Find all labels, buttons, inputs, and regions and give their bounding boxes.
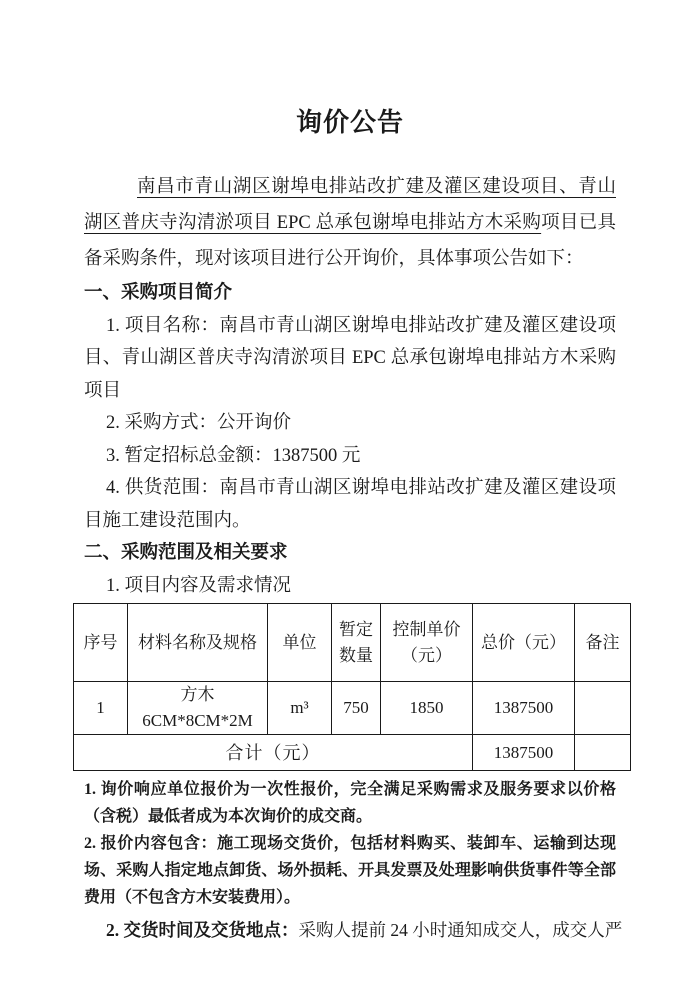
table-total-row [74,735,631,771]
cell-index: 1 [74,682,128,735]
header-unit: 单位 [268,604,332,682]
section1-heading: 一、采购项目简介 [84,283,233,303]
cell-quantity: 750 [332,682,381,735]
note-price-contents: 2. 报价内容包含：施工现场交货价，包括材料购买、装卸车、运输到达现场、采购人指定地点卸货、场外损耗、开具发票及处理影响供货事件等全部费用（不包含方木安装费用）。 [84,835,616,906]
header-remark: 备注 [575,604,631,682]
intro-rest-text: 项目已具备采购条件，现对该项目进行公开询价，具体事项公告如下： [84,213,616,269]
header-quantity: 暂定数量 [332,604,381,682]
cell-remark [575,682,631,735]
table-row [74,682,631,735]
header-material: 材料名称及规格 [128,604,268,682]
underlined-project-name: 南昌市青山湖区谢埠电排站改扩建及灌区建设项目、青山湖区普庆寺沟清淤项目 EPC 总承包谢埠电排站方木采购 [84,177,616,233]
cell-material: 方木 6CM*8CM*2M [128,682,268,735]
total-label-cell: 合计（元） [74,735,473,771]
section1-item-procurement-method: 2. 采购方式：公开询价 [106,413,292,433]
header-index: 序号 [74,604,128,682]
section2-heading: 二、采购范围及相关要求 [84,543,288,563]
table-notes [84,776,616,911]
section1-item-supply-scope: 4. 供货范围：南昌市青山湖区谢埠电排站改扩建及灌区建设项目施工建设范围内。 [84,478,616,531]
section1-item-budget-amount: 3. 暂定招标总金额：1387500 元 [106,445,361,466]
note-pricing-rule: 1. 询价响应单位报价为一次性报价，完全满足采购需求及服务要求以价格（含税）最低者成为本次询价的成交商。 [84,781,616,825]
document-title: 询价公告 [295,108,404,137]
cell-unit: m³ [268,682,332,735]
cell-unit-price: 1850 [381,682,473,735]
cell-total-price: 1387500 [473,682,575,735]
delivery-paragraph [84,914,623,946]
intro-paragraph [84,169,616,277]
total-remark-cell [575,735,631,771]
table-header-row [74,604,631,682]
header-unit-price: 控制单价（元） [381,604,473,682]
items-table [73,603,631,771]
total-value-cell: 1387500 [473,735,575,771]
delivery-label: 2. 交货时间及交货地点： [106,920,299,940]
delivery-text: 采购人提前 24 小时通知成交人，成交人严 [298,920,623,940]
section1-item-project-name: 1. 项目名称：南昌市青山湖区谢埠电排站改扩建及灌区建设项目、青山湖区普庆寺沟清淤项目 EPC 总承包谢埠电排站方木采购项目 [84,315,616,401]
header-total-price: 总价（元） [473,604,575,682]
section2-sub-heading: 1. 项目内容及需求情况 [106,575,292,596]
